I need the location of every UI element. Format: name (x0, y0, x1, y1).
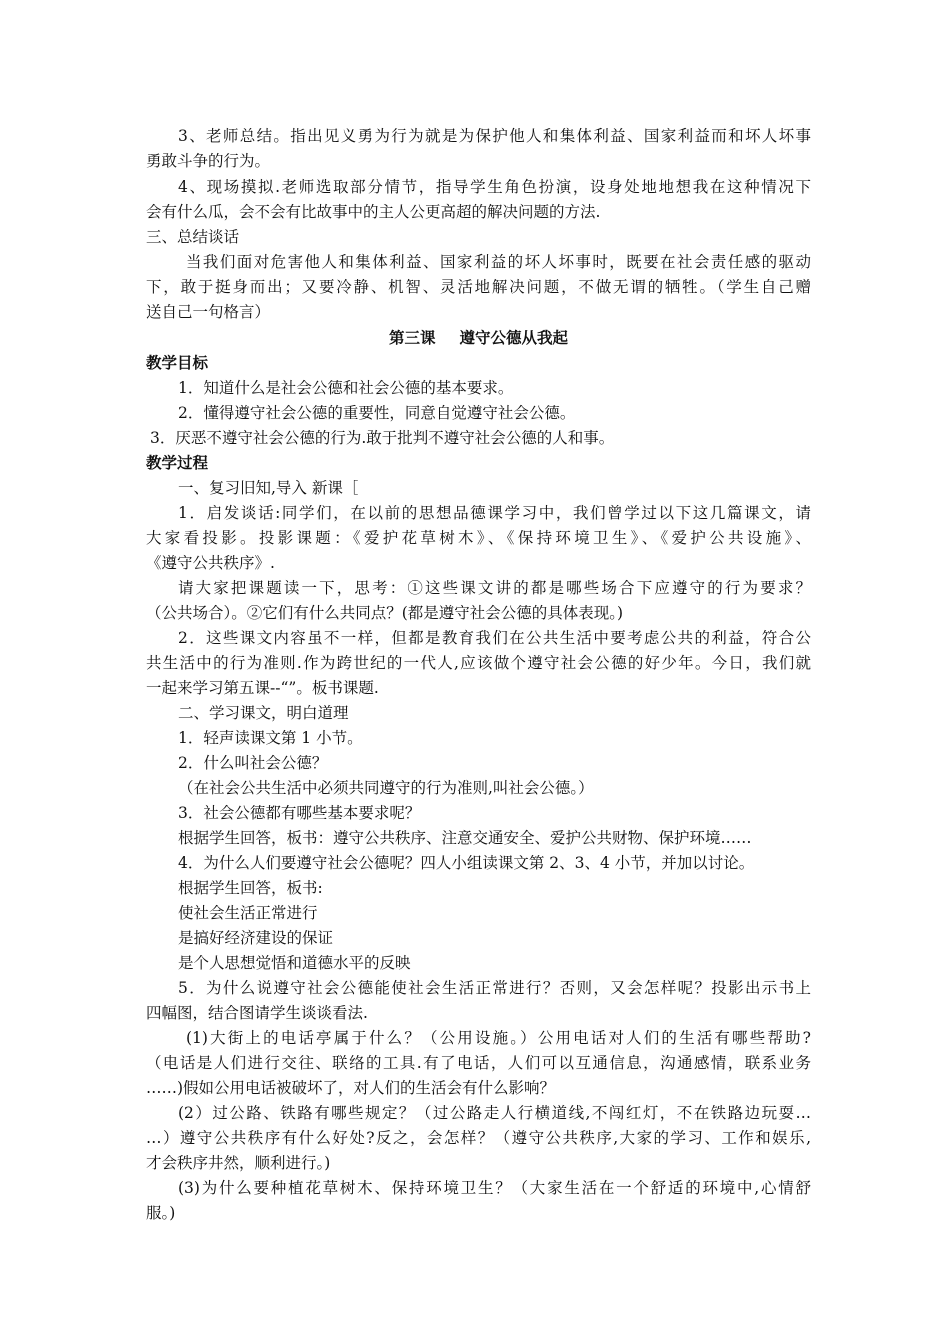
step-1-heading: 一、复习旧知,导入 新课［ (178, 479, 359, 497)
step-2-line: 3．社会公德都有哪些基本要求呢？ (178, 804, 421, 822)
step-2-line: 使社会生活正常进行 (178, 904, 318, 922)
step-2-line: 1．轻声读课文第 1 小节。 (178, 729, 363, 747)
step-2-5-line-1: 5．为什么说遵守社会公德能使社会生活正常进行？否则，又会怎样呢？投影出示书上 (178, 979, 811, 997)
step-2-heading: 二、学习课文，明白道理 (178, 704, 349, 722)
lesson-name: 遵守公德从我起 (459, 328, 569, 347)
conclusion-line-2: 下，敢于挺身而出；又要冷静、机智、灵活地解决问题，不做无谓的牺牲。（学生自己赠 (146, 278, 811, 296)
summary-line-1: 3、老师总结。指出见义勇为行为就是为保护他人和集体利益、国家利益而和坏人坏事 (178, 127, 811, 145)
question-1-line-2: （电话是人们进行交往、联络的工具.有了电话，人们可以互通信息，沟通感情，联系业务 (146, 1054, 811, 1072)
step-2-line: 2．什么叫社会公德？ (178, 754, 328, 772)
question-1-line-3: ……)假如公用电话被破坏了，对人们的生活会有什么影响？ (146, 1079, 556, 1097)
goals-heading: 教学目标 (146, 353, 209, 372)
read-line-1: 请大家把课题读一下，思考：①这些课文讲的都是哪些场合下应遵守的行为要求？ (178, 579, 811, 597)
conclusion-line-1: 当我们面对危害他人和集体利益、国家利益的坏人坏事时，既要在社会责任感的驱动 (186, 253, 811, 271)
question-1-line-1: (1)大街上的电话亭属于什么？（公用设施。）公用电话对人们的生活有哪些帮助? (186, 1029, 811, 1047)
section-3-heading: 三、总结谈话 (146, 228, 240, 246)
goal-item: 1．知道什么是社会公德和社会公德的基本要求。 (178, 379, 514, 397)
lesson-title (146, 328, 811, 348)
lesson-number: 第三课 (388, 328, 436, 347)
step-1-1-line-2: 大家看投影。投影课题：《爱护花草树木》、《保持环境卫生》、《爱护公共设施》、 (146, 529, 811, 547)
question-3-line-2: 服。) (146, 1204, 176, 1222)
goal-item: 3．厌恶不遵守社会公德的行为.敢于批判不遵守社会公德的人和事。 (150, 429, 615, 447)
process-heading: 教学过程 (146, 453, 209, 472)
roleplay-line-2: 会有什么瓜，会不会有比故事中的主人公更高超的解决问题的方法. (146, 203, 601, 221)
step-2-line: 根据学生回答，板书: (178, 879, 323, 897)
step-2-line: （在社会公共生活中必须共同遵守的行为准则,叫社会公德。） (178, 779, 594, 797)
summary-line-2: 勇敢斗争的行为。 (146, 152, 271, 170)
step-1-2-line-3: 一起来学习第五课--“”。板书课题. (146, 679, 379, 697)
question-2-line-3: 才会秩序井然，顺利进行。) (146, 1154, 331, 1172)
step-2-5-line-2: 四幅图，结合图请学生谈谈看法. (146, 1004, 368, 1022)
step-1-1-line-1: 1．启发谈话:同学们，在以前的思想品德课学习中，我们曾学过以下这几篇课文，请 (178, 504, 811, 522)
step-1-2-line-2: 共生活中的行为准则.作为跨世纪的一代人,应该做个遵守社会公德的好少年。今日，我们就 (146, 654, 811, 672)
goal-item: 2．懂得遵守社会公德的重要性，同意自觉遵守社会公德。 (178, 404, 576, 422)
step-1-1-line-3: 《遵守公共秩序》. (146, 554, 275, 572)
question-2-line-1: (2）过公路、铁路有哪些规定？（过公路走人行横道线,不闯红灯，不在铁路边玩耍… (178, 1104, 811, 1122)
read-line-2: （公共场合）。②它们有什么共同点？(都是遵守社会公德的具体表现。) (146, 604, 624, 622)
question-2-line-2: …）遵守公共秩序有什么好处?反之，会怎样？（遵守公共秩序,大家的学习、工作和娱乐, (146, 1129, 811, 1147)
question-3-line-1: (3)为什么要种植花草树木、保持环境卫生？（大家生活在一个舒适的环境中,心情舒 (178, 1179, 811, 1197)
step-2-line: 是个人思想觉悟和道德水平的反映 (178, 954, 411, 972)
step-2-line: 根据学生回答，板书：遵守公共秩序、注意交通安全、爱护公共财物、保护环境…… (178, 829, 752, 847)
step-1-2-line-1: 2．这些课文内容虽不一样，但都是教育我们在公共生活中要考虑公共的利益，符合公 (178, 629, 811, 647)
roleplay-line-1: 4、现场摸拟.老师选取部分情节，指导学生角色扮演，设身处地地想我在这种情况下 (178, 178, 811, 196)
step-2-line: 是搞好经济建设的保证 (178, 929, 334, 947)
step-2-line: 4．为什么人们要遵守社会公德呢？四人小组读课文第 2、3、4 小节，并加以讨论。 (178, 854, 755, 872)
conclusion-line-3: 送自己一句格言） (146, 303, 271, 321)
